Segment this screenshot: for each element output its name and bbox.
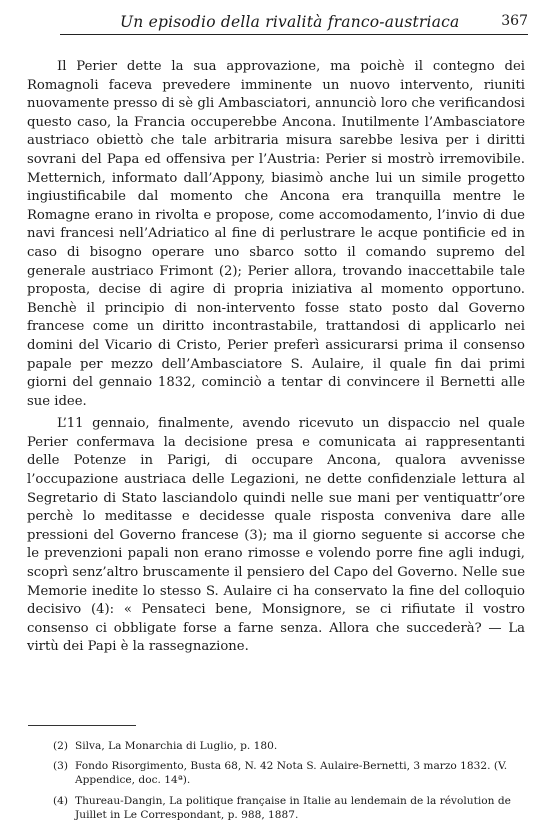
footnote-text: Fondo Risorgimento, Busta 68, N. 42 Nota S. Aulaire-Bernetti, 3 marzo 1832. (V. Appendice, doc. 14ª). <box>75 760 508 787</box>
running-head <box>60 12 528 35</box>
body-text <box>27 58 525 657</box>
footnote-text: Thureau-Dangin, La politique française in Italie au lendemain de la révolution de Juillet in Le Correspondant, p. 988, 1887. <box>75 794 511 821</box>
footnote-number: (2) <box>53 740 69 752</box>
paragraph-1: Il Perier dette la sua approvazione, ma poichè il contegno dei Romagnoli faceva prevedere imminente un nuovo intervento, riuniti nuovamente presso di sè gli Ambasciatori, annunciò loro che verificandosi questo caso, la Francia occuperebbe Ancona. Inutilmente l’Ambasciatore austriaco obiettò che tale arbitraria misura sarebbe lesiva per i diritti sovrani del Papa ed offensiva per l’Austria: Perier si mostrò irremovibile. Metternich, informato dall’Appony, biasimò anche lui un simile progetto ingiustificabile dal momento che Ancona era tranquilla mentre le Romagne erano in rivolta e propose, come accomodamento, l’invio di due navi francesi nell’Adriatico al fine di perlustrare le acque pontificie ed in caso di bisogno operare uno sbarco sotto il comando supremo del generale austriaco Frimont (2); Perier allora, trovando inaccettabile tale proposta, decise di agire di propria iniziativa al momento opportuno. Benchè il principio di non-intervento fosse stato posto dal Governo francese come un diritto incontrastabile, trattandosi di applicarlo nei domini del Vicario di Cristo, Perier preferì assicurarsi prima il consenso papale per mezzo dell’Ambasciatore S. Aulaire, il quale fin dai primi giorni del gennaio 1832, cominciò a tentar di convincere il Bernetti alle sue idee. <box>27 59 525 409</box>
footnote-number: (4) <box>53 794 69 807</box>
footnote-3 <box>27 759 525 787</box>
paragraph-2: L’11 gennaio, finalmente, avendo ricevuto un dispaccio nel quale Perier confermava la decisione presa e comunicata ai rappresentanti delle Potenze in Parigi, di occupare Ancona, qualora avvenisse l’occupazione austriaca delle Legazioni, ne dette confidenziale lettura al Segretario di Stato lasciandolo quindi nelle sue mani per ventiquattr’ore perchè lo meditasse e decidesse quale risposta conveniva dare alle pressioni del Governo francese (3); ma il giorno seguente si accorse che le prevenzioni papali non erano rimosse e volendo porre fine agli indugi, scoprì senz’altro bruscamente il pensiero del Capo del Governo. Nelle sue Memorie inedite lo stesso S. Aulaire ci ha conservato la fine del colloquio decisivo (4): « Pensateci bene, Monsignore, se ci rifiutate il vostro consenso ci obbligate forse a farne senza. Allora che succederà? — La virtù dei Papi è la rassegnazione. <box>27 416 525 655</box>
footnote-4 <box>27 794 525 822</box>
page-number: 367 <box>501 13 528 29</box>
running-title: Un episodio della rivalità franco-austriaca <box>120 13 460 31</box>
footnote-text: Silva, La Monarchia di Luglio, p. 180. <box>75 740 278 752</box>
footnote-number: (3) <box>53 760 69 773</box>
footnote-2 <box>27 739 525 753</box>
footnotes <box>27 739 525 828</box>
footnote-divider <box>28 725 136 726</box>
